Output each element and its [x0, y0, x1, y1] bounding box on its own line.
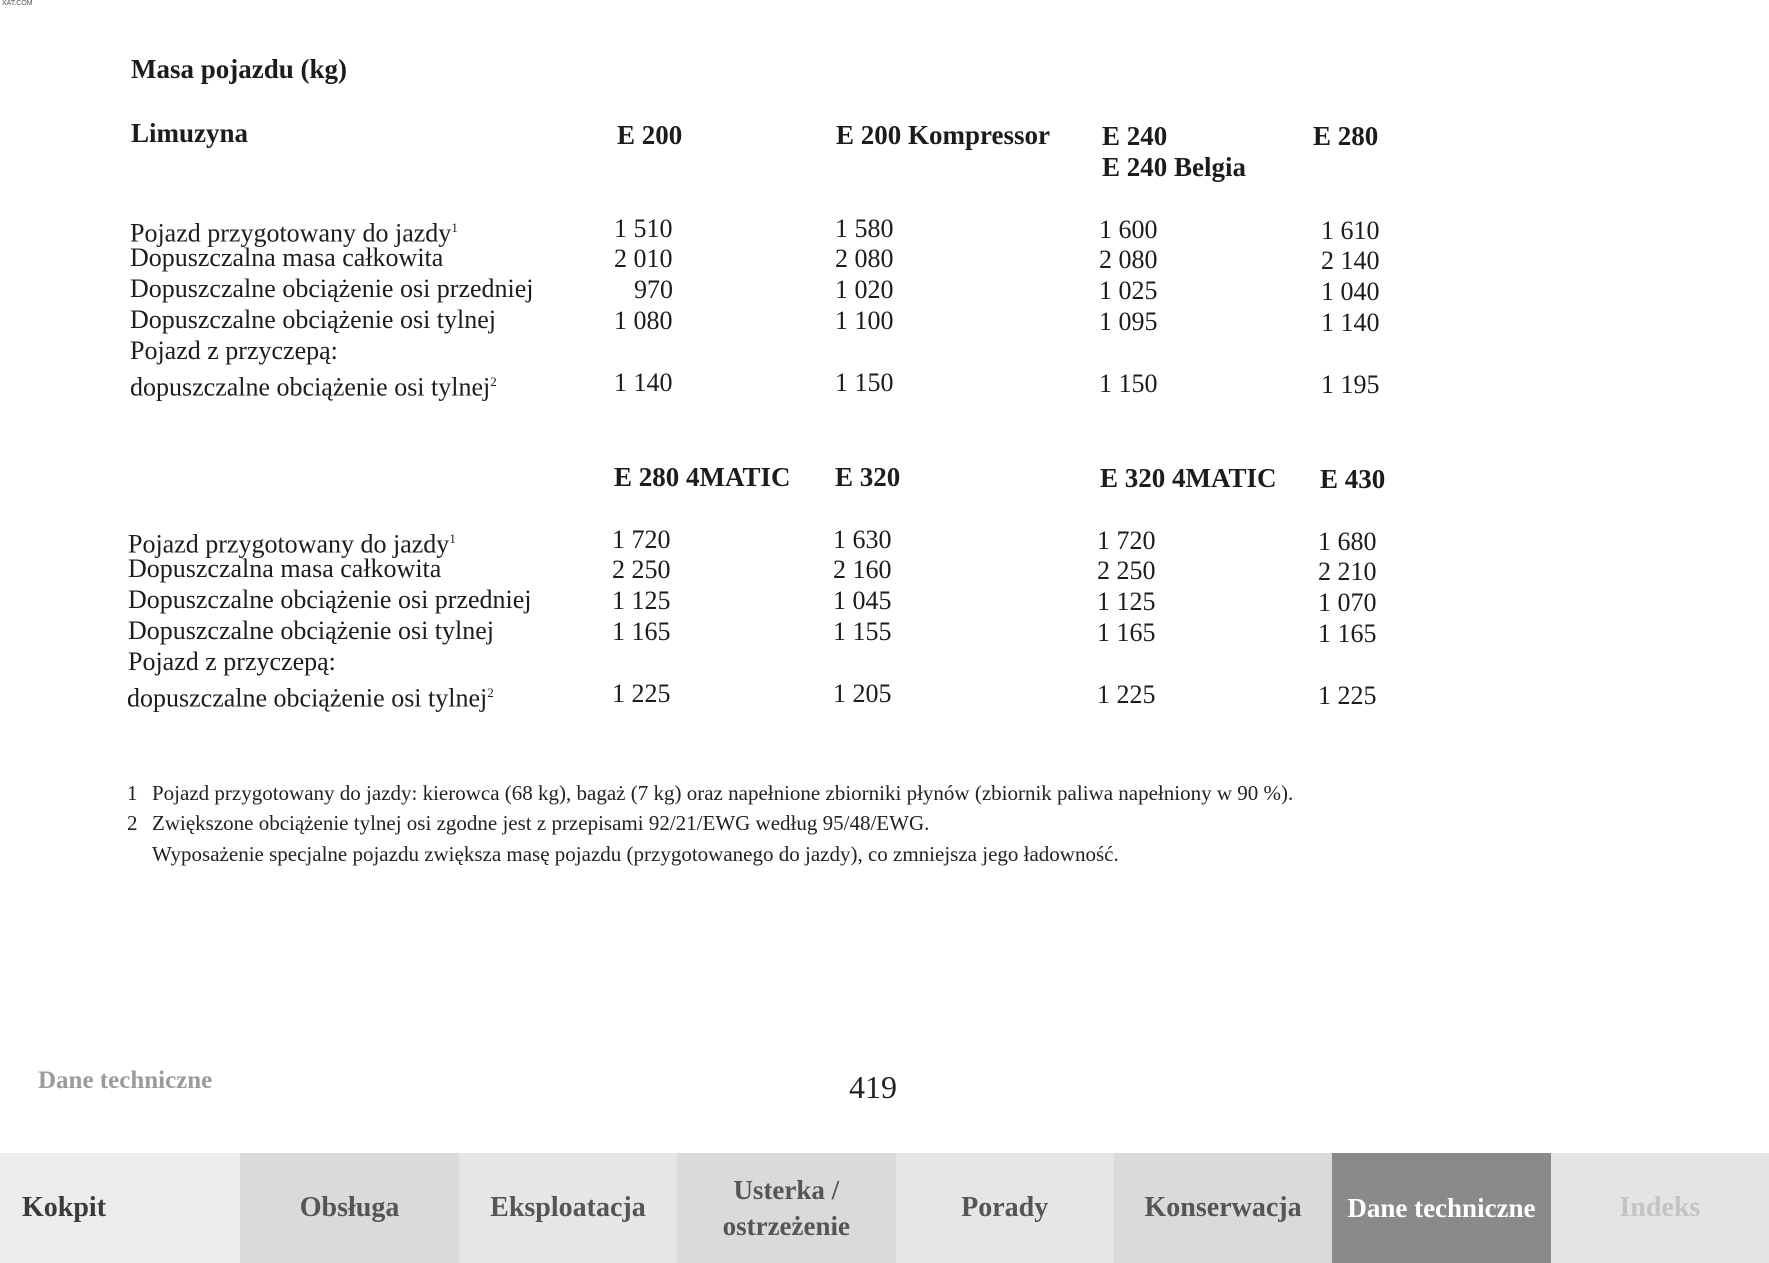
table-cell: 1 080 [614, 306, 673, 335]
table-cell: 1 225 [612, 679, 671, 708]
table-cell: 1 125 [612, 586, 671, 615]
col-header: E 240 [1102, 121, 1168, 151]
table-cell: 2 250 [1097, 556, 1156, 585]
row-label: Dopuszczalna masa całkowita [128, 554, 442, 583]
tab-usterka-ostrzezenie[interactable]: Usterka / ostrzeżenie [677, 1153, 895, 1263]
tab-dane-techniczne[interactable]: Dane techniczne [1332, 1153, 1550, 1263]
col-header: E 200 Kompressor [836, 120, 1050, 150]
table-cell: 1 155 [833, 617, 892, 646]
col-header: E 320 [835, 462, 901, 492]
table-cell: 1 225 [1097, 680, 1156, 709]
tab-konserwacja[interactable]: Konserwacja [1114, 1153, 1332, 1263]
table-cell: 2 080 [1099, 245, 1158, 274]
table-cell: 1 610 [1321, 216, 1380, 245]
section-name: Dane techniczne [38, 1067, 213, 1094]
page-number: 419 [849, 1069, 897, 1105]
row-label: Dopuszczalne obciążenie osi przedniej [128, 585, 532, 614]
table-cell: 2 250 [612, 555, 671, 584]
table-cell: 1 040 [1321, 277, 1380, 306]
table-cell: 1 150 [835, 368, 894, 397]
table-cell: 1 165 [1318, 619, 1377, 648]
col-header: E 320 4MATIC [1100, 463, 1277, 493]
footnote-text: Wyposażenie specjalne pojazdu zwiększa masę pojazdu (przygotowanego do jazdy), co zmniejsza jego ładowność. [152, 842, 1119, 866]
table-cell: 2 210 [1318, 557, 1377, 586]
row-label: Pojazd przygotowany do jazdy$^1$ [128, 529, 456, 559]
table-cell: 1 165 [1097, 618, 1156, 647]
table-cell: 1 600 [1099, 215, 1158, 244]
page-title: Masa pojazdu (kg) [131, 54, 348, 84]
row-label: Dopuszczalna masa całkowita [130, 243, 444, 272]
table-cell: 1 070 [1318, 588, 1377, 617]
table-cell: 1 165 [612, 617, 671, 646]
tab-porady[interactable]: Porady [896, 1153, 1114, 1263]
footnote-number: 2 [127, 811, 138, 835]
table-cell: 2 010 [614, 244, 673, 273]
table-cell: 1 095 [1099, 307, 1158, 336]
table-cell: 1 150 [1099, 369, 1158, 398]
footnote-text: Zwiększone obciążenie tylnej osi zgodne jest z przepisami 92/21/EWG według 95/48/EWG. [152, 811, 930, 835]
table-cell: 1 720 [612, 525, 671, 554]
footnote-number: 1 [127, 781, 138, 805]
table-cell: 1 100 [835, 306, 894, 335]
col-header: E 280 [1313, 121, 1379, 151]
table-cell: 1 580 [835, 214, 894, 243]
tab-indeks[interactable]: Indeks [1551, 1153, 1769, 1263]
tab-kokpit[interactable]: Kokpit [0, 1153, 240, 1263]
row-label: Pojazd z przyczepą: [130, 336, 338, 365]
row-label: Pojazd przygotowany do jazdy$^1$ [130, 218, 458, 248]
table-cell: 1 720 [1097, 526, 1156, 555]
table-cell: 1 025 [1099, 276, 1158, 305]
table-cell: 1 195 [1321, 370, 1380, 399]
body-type-label: Limuzyna [131, 118, 249, 148]
chapter-tab-bar [0, 1153, 1769, 1263]
tab-obsluga[interactable]: Obsługa [240, 1153, 458, 1263]
table-cell: 2 160 [833, 555, 892, 584]
tab-eksploatacja[interactable]: Eksploatacja [459, 1153, 677, 1263]
row-label: Dopuszczalne obciążenie osi tylnej [130, 305, 497, 334]
row-label: dopuszczalne obciążenie osi tylnej$^2$ [127, 683, 494, 713]
footnote-text: Pojazd przygotowany do jazdy: kierowca (68 kg), bagaż (7 kg) oraz napełnione zbiorniki płynów (zbiornik paliwa napełniony w 90 %). [152, 781, 1294, 805]
table-cell: 1 225 [1318, 681, 1377, 710]
col-header: E 200 [617, 120, 683, 150]
table-cell: 2 140 [1321, 246, 1380, 275]
watermark: XAT.COM [2, 0, 33, 7]
table-cell: 970 [634, 275, 673, 304]
col-header: E 280 4MATIC [614, 462, 791, 492]
row-label: dopuszczalne obciążenie osi tylnej$^2$ [130, 372, 497, 402]
table-cell: 1 630 [833, 525, 892, 554]
table-cell: 1 510 [614, 214, 673, 243]
row-label: Dopuszczalne obciążenie osi tylnej [128, 616, 495, 645]
table-cell: 1 680 [1318, 527, 1377, 556]
col-header: E 430 [1320, 464, 1386, 494]
table-cell: 1 020 [835, 275, 894, 304]
table-cell: 1 045 [833, 586, 892, 615]
table-cell: 1 140 [614, 368, 673, 397]
table-cell: 1 140 [1321, 308, 1380, 337]
row-label: Dopuszczalne obciążenie osi przedniej [130, 274, 534, 303]
table-cell: 2 080 [835, 244, 894, 273]
table-cell: 1 125 [1097, 587, 1156, 616]
row-label: Pojazd z przyczepą: [128, 647, 336, 676]
col-header-sub: E 240 Belgia [1102, 152, 1247, 182]
table-cell: 1 205 [833, 679, 892, 708]
